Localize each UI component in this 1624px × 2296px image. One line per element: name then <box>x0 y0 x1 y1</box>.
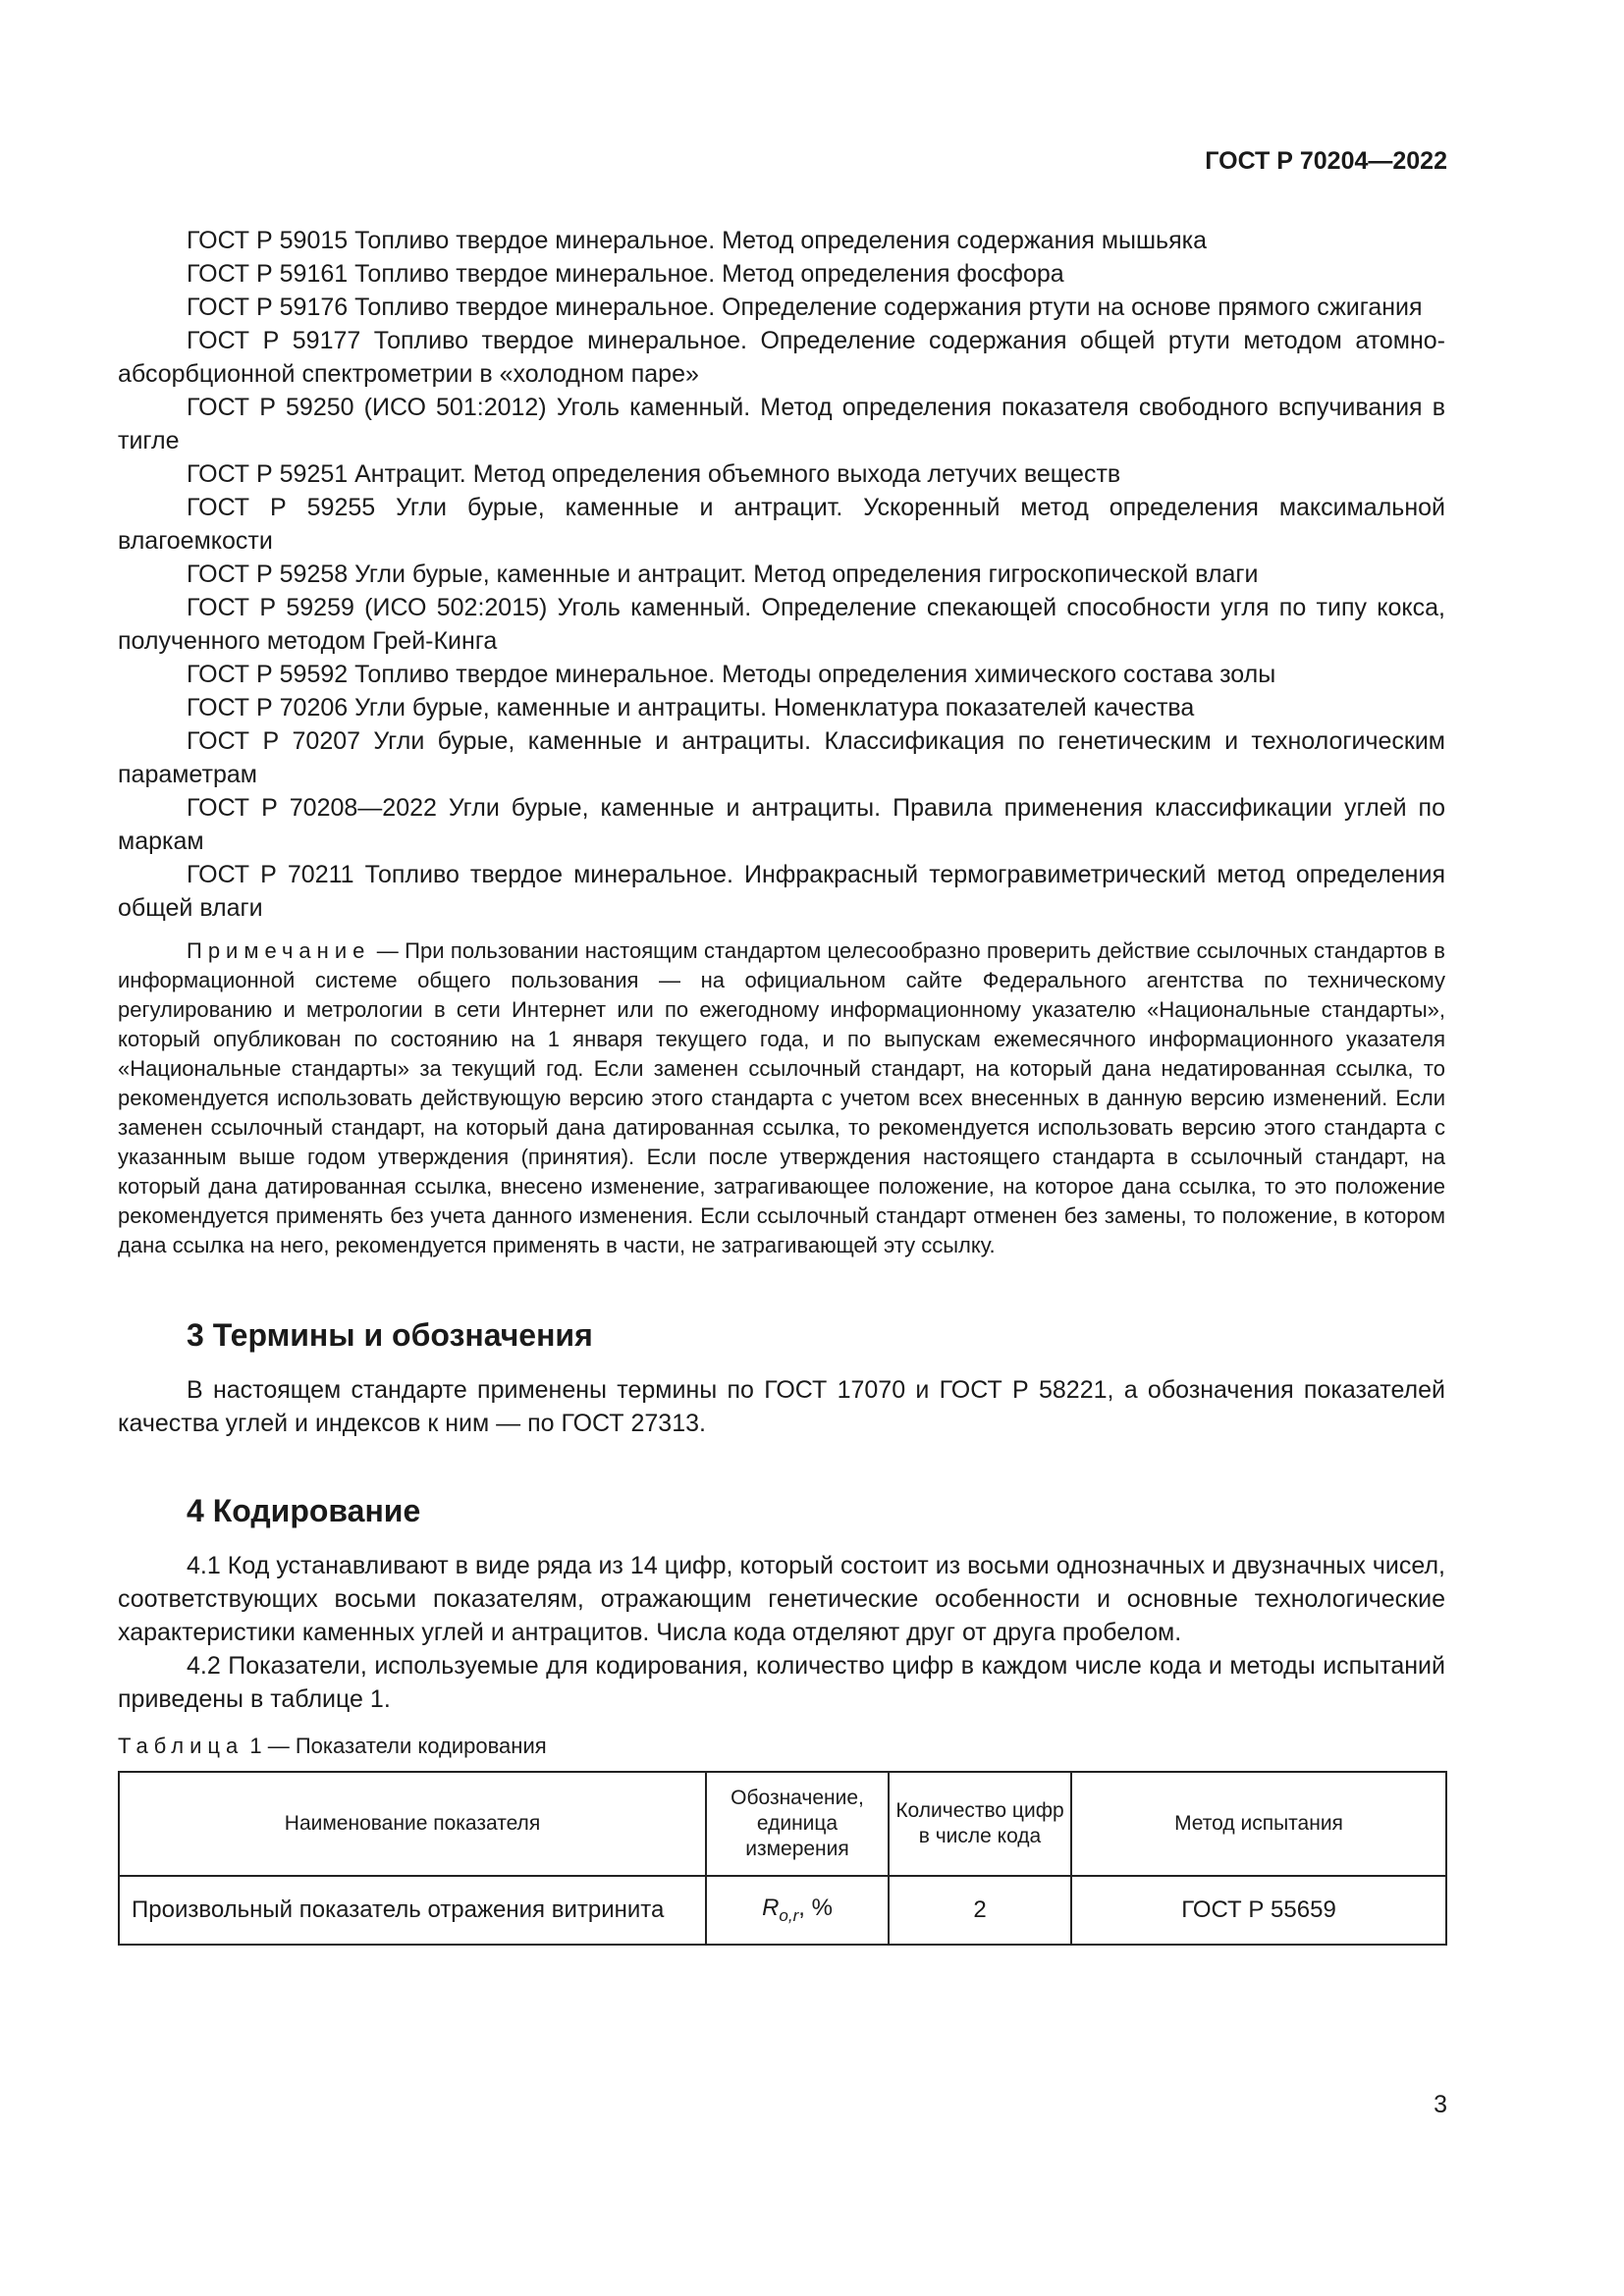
reference-item: ГОСТ Р 59015 Топливо твердое минеральное. Метод определения содержания мышьяка <box>187 227 1208 254</box>
cell-symbol-unit <box>706 1876 889 1945</box>
reference-item: ГОСТ Р 59592 Топливо твердое минеральное. Методы определения химического состава золы <box>187 661 1276 688</box>
symbol-main: R <box>762 1895 780 1921</box>
document-body <box>118 224 1445 1946</box>
section-4-2-text: 4.2 Показатели, используемые для кодирования, количество цифр в каждом числе кода и методы испытаний приведены в таблице 1. <box>118 1652 1445 1713</box>
reference-item: ГОСТ Р 59251 Антрацит. Метод определения объемного выхода летучих веществ <box>187 460 1121 488</box>
reference-item: ГОСТ Р 70208—2022 Угли бурые, каменные и антрациты. Правила применения классификации углей по маркам <box>118 794 1445 855</box>
cell-test-method: ГОСТ Р 55659 <box>1071 1876 1446 1945</box>
table-caption-text: 1 — Показатели кодирования <box>244 1734 547 1758</box>
reference-item: ГОСТ Р 70206 Угли бурые, каменные и антрациты. Номенклатура показателей качества <box>187 694 1195 721</box>
symbol-unit: , % <box>798 1895 833 1921</box>
reference-item: ГОСТ Р 59177 Топливо твердое минеральное. Определение содержания общей ртути методом атомно-абсорбционной спектрометрии в «холодном паре» <box>118 327 1445 388</box>
section-4-heading: 4 Кодирование <box>187 1493 421 1528</box>
reference-item: ГОСТ Р 59259 (ИСО 502:2015) Уголь каменный. Определение спекающей способности угля по типу кокса, полученного методом Грей-Кинга <box>118 594 1445 655</box>
section-4-1-text: 4.1 Код устанавливают в виде ряда из 14 цифр, который состоит из восьми однозначных и двузначных чисел, соответствующих восьми показателям, отражающим генетические особенности и основные технологические характеристики каменных углей и антрацитов. Числа кода отделяют друг от друга пробелом. <box>118 1552 1445 1646</box>
header-indicator-name: Наименование показателя <box>119 1772 706 1876</box>
page-number: 3 <box>1434 2091 1447 2118</box>
table-caption <box>118 1734 1445 1759</box>
document-code-header: ГОСТ Р 70204—2022 <box>1205 147 1447 175</box>
header-symbol-unit: Обозначение, единица измерения <box>706 1772 889 1876</box>
header-digit-count: Количество цифр в числе кода <box>889 1772 1071 1876</box>
table-header-row <box>119 1772 1446 1876</box>
cell-indicator-name: Произвольный показатель отражения витринита <box>119 1876 706 1945</box>
table-caption-label: Таблица <box>118 1734 244 1758</box>
note-label: Примечание <box>187 938 371 963</box>
reference-item: ГОСТ Р 70211 Топливо твердое минеральное. Инфракрасный термогравиметрический метод определения общей влаги <box>118 861 1445 922</box>
reference-item: ГОСТ Р 59161 Топливо твердое минеральное. Метод определения фосфора <box>187 260 1064 288</box>
coding-indicators-table <box>118 1771 1447 1946</box>
reference-item: ГОСТ Р 59250 (ИСО 501:2012) Уголь каменный. Метод определения показателя свободного вспучивания в тигле <box>118 394 1445 454</box>
references-list <box>118 224 1445 925</box>
reference-item: ГОСТ Р 59258 Угли бурые, каменные и антрацит. Метод определения гигроскопической влаги <box>187 561 1259 588</box>
symbol-subscript: o,r <box>779 1906 799 1925</box>
reference-item: ГОСТ Р 59176 Топливо твердое минеральное. Определение содержания ртути на основе прямого сжигания <box>187 294 1423 321</box>
reference-item: ГОСТ Р 59255 Угли бурые, каменные и антрацит. Ускоренный метод определения максимальной влагоемкости <box>118 494 1445 555</box>
section-3-heading: 3 Термины и обозначения <box>187 1317 593 1353</box>
note-paragraph <box>118 936 1445 1260</box>
cell-digit-count: 2 <box>889 1876 1071 1945</box>
section-3-text: В настоящем стандарте применены термины по ГОСТ 17070 и ГОСТ Р 58221, а обозначения показателей качества углей и индексов к ним — по ГОСТ 27313. <box>118 1376 1445 1437</box>
header-test-method: Метод испытания <box>1071 1772 1446 1876</box>
reference-item: ГОСТ Р 70207 Угли бурые, каменные и антрациты. Классификация по генетическим и технологическим параметрам <box>118 727 1445 788</box>
table-row <box>119 1876 1446 1945</box>
note-text: — При пользовании настоящим стандартом целесообразно проверить действие ссылочных стандартов в информационной системе общего пользования — на официальном сайте Федерального агентства по техническому регулированию и метрологии в сети Интернет или по ежегодному информационному указателю «Национальные стандарты», который опубликован по состоянию на 1 января текущего года, и по выпускам ежемесячного информационного указателя «Национальные стандарты» за текущий год. Если заменен ссылочный стандарт, на который дана недатированная ссылка, то рекомендуется использовать действующую версию этого стандарта с учетом всех внесенных в данную версию изменений. Если заменен ссылочный стандарт, на который дана датированная ссылка, то рекомендуется использовать версию этого стандарта с указанным выше годом утверждения (принятия). Если после утверждения настоящего стандарта в ссылочный стандарт, на который дана датированная ссылка, внесено изменение, затрагивающее положение, на которое дана ссылка, то это положение рекомендуется применять без учета данного изменения. Если ссылочный стандарт отменен без замены, то положение, в котором дана ссылка на него, рекомендуется применять в части, не затрагивающей эту ссылку. <box>118 938 1445 1257</box>
